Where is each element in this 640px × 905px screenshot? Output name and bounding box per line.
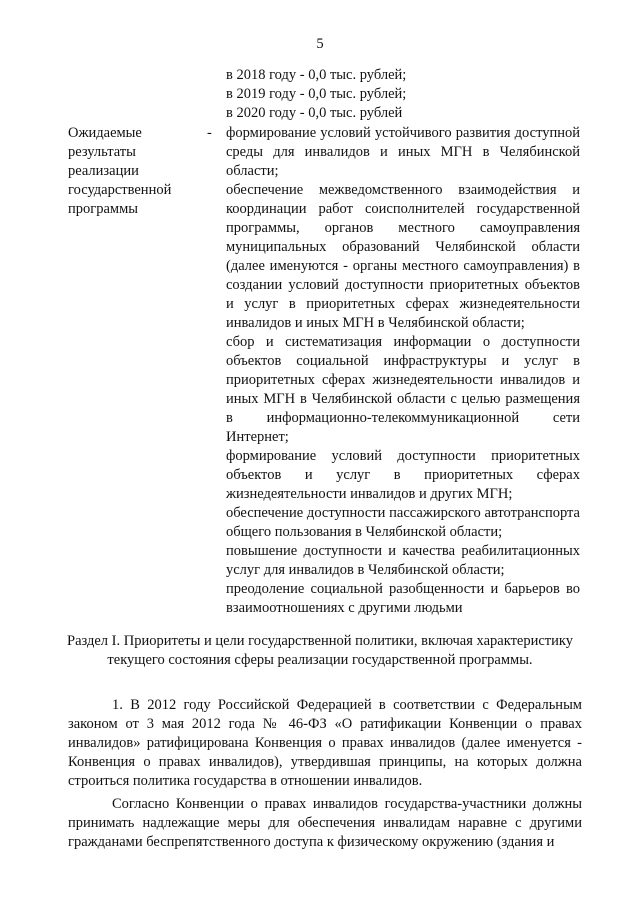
funding-line: в 2019 году - 0,0 тыс. рублей;	[226, 86, 407, 102]
result-item: повышение доступности и качества реабилитационных услуг для инвалидов в Челябинской области;	[226, 543, 580, 578]
label-dash: -	[207, 125, 212, 141]
body-text	[68, 696, 582, 856]
result-item: обеспечение доступности пассажирского автотранспорта общего пользования в Челябинской области;	[226, 505, 580, 540]
result-item: формирование условий устойчивого развития доступной среды для инвалидов и иных МГН в Челябинской области;	[226, 125, 580, 179]
expected-results-list	[226, 124, 580, 618]
result-item: обеспечение межведомственного взаимодействия и координации работ соисполнителей государственной программы, органов местного самоуправления муниципальных образований Челябинской области (далее именуются - органы местного самоуправления) в создании условий доступности приоритетных объектов и услуг в приоритетных сферах жизнедеятельности инвалидов и иных МГН в Челябинской области;	[226, 182, 580, 331]
section-heading: Раздел I. Приоритеты и цели государственной политики, включая характеристику текущего состояния сферы реализации государственной программы.	[67, 633, 573, 668]
result-item: сбор и систематизация информации о доступности объектов социальной инфраструктуры и услуг в приоритетных сферах жизнедеятельности инвалидов и иных МГН в Челябинской области с целью размещения в информационно-телекоммуникационной сети Интернет;	[226, 334, 580, 445]
page-number: 5	[316, 36, 324, 52]
funding-block	[226, 66, 586, 123]
funding-line: в 2020 году - 0,0 тыс. рублей	[226, 105, 403, 121]
paragraph: Согласно Конвенции о правах инвалидов государства-участники должны принимать надлежащие меры для обеспечения инвалидам наравне с другими гражданами беспрепятственного доступа к физическому окружению (здания и	[68, 796, 582, 850]
paragraph: 1. В 2012 году Российской Федерацией в соответствии с Федеральным законом от 3 мая 2012 года № 46-ФЗ «О ратификации Конвенции о правах инвалидов» ратифицирована Конвенция о правах инвалидов (далее именуется - Конвенция о правах инвалидов), утвердившая принципы, на которых должна строиться политика государства в отношении инвалидов.	[68, 697, 582, 789]
funding-line: в 2018 году - 0,0 тыс. рублей;	[226, 67, 407, 83]
result-item: преодоление социальной разобщенности и барьеров во взаимоотношениях с другими людьми	[226, 581, 580, 616]
expected-results-label: Ожидаемые результаты реализации государственной программы	[68, 125, 172, 217]
result-item: формирование условий доступности приоритетных объектов и услуг в приоритетных сферах жизнедеятельности инвалидов и других МГН;	[226, 448, 580, 502]
